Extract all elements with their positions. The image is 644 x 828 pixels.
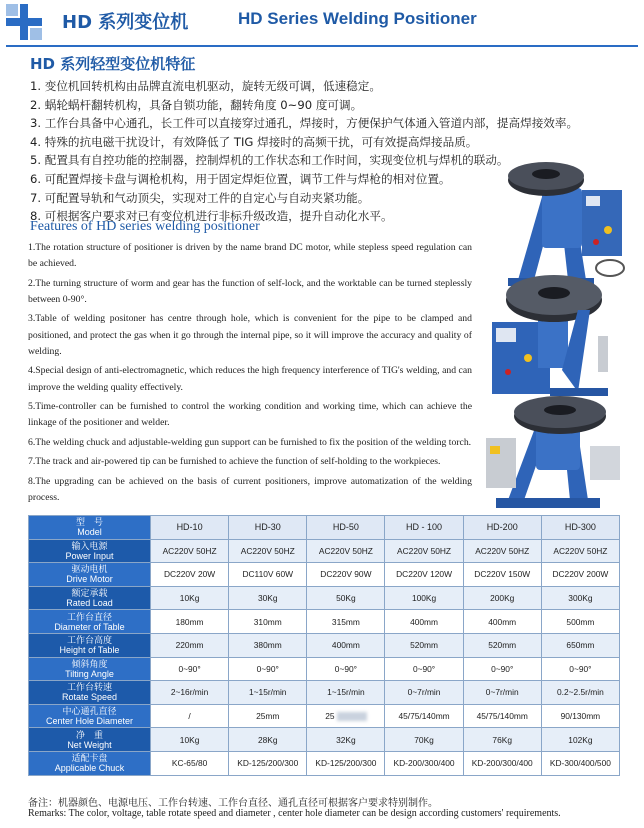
model-cell: HD-300 — [541, 516, 619, 540]
row-label-en: Applicable Chuck — [54, 763, 125, 774]
row-label-cn: 工作台高度 — [66, 635, 112, 646]
spec-cell: 520mm — [463, 633, 541, 657]
spec-cell: 380mm — [229, 633, 307, 657]
spec-cell: 50Kg — [307, 586, 385, 610]
row-label-cn: 输入电源 — [71, 540, 108, 551]
feature-cn-item: 1. 变位机回转机构由品牌直流电机驱动，旋转无级可调，低速稳定。 — [30, 79, 381, 93]
feature-en-item: 1.The rotation structure of positioner is driven by the name brand DC motor, while stepless speed regulation can be achieved. — [28, 242, 472, 270]
spec-cell: 102Kg — [541, 728, 619, 752]
model-cell: HD-10 — [151, 516, 229, 540]
spec-cell: 25mm — [229, 704, 307, 728]
spec-cell: 90/130mm — [541, 704, 619, 728]
row-label — [29, 657, 151, 681]
spec-cell: 1~15r/min — [229, 681, 307, 705]
row-label-en: Height of Table — [59, 645, 120, 656]
spec-cell: 0.2~2.5r/min — [541, 681, 619, 705]
spec-row — [29, 539, 620, 563]
spec-cell: 30Kg — [229, 586, 307, 610]
spec-cell: 300Kg — [541, 586, 619, 610]
row-label-cn: 净 重 — [75, 729, 103, 740]
model-cell: HD-200 — [463, 516, 541, 540]
spec-cell: DC110V 60W — [229, 563, 307, 587]
row-label — [29, 704, 151, 728]
spec-cell: AC220V 50HZ — [229, 539, 307, 563]
spec-cell: DC220V 90W — [307, 563, 385, 587]
spec-cell: KD-200/300/400 — [463, 751, 541, 775]
row-label-en: Rotate Speed — [61, 692, 118, 703]
feature-cn-item: 3. 工作台具备中心通孔，长工件可以直接穿过通孔，焊接时，方便保护气体通入管道内部，提高焊接效率。 — [30, 116, 579, 131]
spec-cell: 180mm — [151, 610, 229, 634]
spec-row — [29, 586, 620, 610]
spec-cell: AC220V 50HZ — [463, 539, 541, 563]
remark-en: Remarks: The color, voltage, table rotate speed and diameter , center hole diameter can be design according customers' requirements. — [28, 808, 561, 819]
spec-cell: / — [151, 704, 229, 728]
product-photos — [478, 150, 638, 515]
model-cell: HD-50 — [307, 516, 385, 540]
row-label-en: Center Hole Diameter — [45, 716, 134, 727]
spec-cell: 400mm — [463, 610, 541, 634]
row-label — [29, 633, 151, 657]
spec-row — [29, 728, 620, 752]
features-cn-title: HD 系列轻型变位机特征 — [30, 55, 196, 73]
spec-cell: 0~90° — [151, 657, 229, 681]
spec-cell: 45/75/140mm — [385, 704, 463, 728]
feature-en-item: 8.The upgrading can be achieved on the basis of current positioners, improve automatization of the welding process. — [28, 475, 472, 503]
feature-en-item: 6.The welding chuck and adjustable-welding gun support can be furnished to fix the position of the welding torch. — [28, 436, 472, 448]
spec-row — [29, 657, 620, 681]
spec-cell: AC220V 50HZ — [541, 539, 619, 563]
spec-cell: 0~90° — [541, 657, 619, 681]
spec-row — [29, 681, 620, 705]
spec-cell: 70Kg — [385, 728, 463, 752]
spec-cell: 310mm — [229, 610, 307, 634]
spec-cell: DC220V 120W — [385, 563, 463, 587]
positioner-photo-2 — [492, 275, 608, 396]
row-label-cn: 额定承载 — [71, 588, 108, 599]
row-label-cn: 工作台直径 — [66, 611, 112, 622]
header-divider — [6, 45, 638, 47]
spec-row — [29, 751, 620, 775]
feature-cn-item: 8. 可根据客户要求对已有变位机进行非标升级改造，提升自动化水平。 — [30, 209, 393, 224]
spec-cell: KD-300/400/500 — [541, 751, 619, 775]
spec-cell: 400mm — [385, 610, 463, 634]
spec-cell: 1~15r/min — [307, 681, 385, 705]
row-label — [29, 516, 151, 540]
row-label-cn: 适配卡盘 — [71, 753, 108, 764]
model-cell: HD - 100 — [385, 516, 463, 540]
spec-cell: 200Kg — [463, 586, 541, 610]
spec-cell: AC220V 50HZ — [307, 539, 385, 563]
spec-cell: DC220V 200W — [541, 563, 619, 587]
spec-cell: 0~90° — [229, 657, 307, 681]
spec-cell: AC220V 50HZ — [385, 539, 463, 563]
spec-cell: 100Kg — [385, 586, 463, 610]
redacted-blur — [337, 712, 367, 721]
row-label-en: Diameter of Table — [54, 621, 125, 632]
positioner-photo-3 — [486, 396, 620, 508]
spec-cell: 10Kg — [151, 586, 229, 610]
row-label-cn: 型 号 — [75, 517, 103, 528]
remark-cn: 备注：机器颜色、电源电压、工作台转速、工作台直径、通孔直径可根据客户要求特别制作。 — [28, 798, 438, 809]
page-title-cn: HD 系列变位机 — [62, 12, 189, 33]
row-label-en: Power Input — [65, 550, 114, 561]
spec-cell: 220mm — [151, 633, 229, 657]
spec-cell: 400mm — [307, 633, 385, 657]
features-en-list — [28, 240, 472, 509]
feature-cn-item: 5. 配置具有自控功能的控制器，控制焊机的工作状态和工作时间，实现变位机与焊机的联动。 — [30, 153, 509, 168]
row-label-en: Model — [77, 527, 102, 538]
spec-cell: 0~7r/min — [463, 681, 541, 705]
row-label-en: Net Weight — [67, 739, 112, 750]
feature-en-item: 2.The turning structure of worm and gear has the function of self-lock, and the worktable can be turned steplessly between 0-90°. — [28, 277, 472, 305]
spec-cell: KD-125/200/300 — [229, 751, 307, 775]
spec-row — [29, 704, 620, 728]
spec-cell: 32Kg — [307, 728, 385, 752]
row-label-en: Drive Motor — [66, 574, 113, 585]
feature-en-item: 7.The track and air-powered tip can be furnished to achieve the function of self-holding to the workpieces. — [28, 456, 441, 468]
spec-cell: 28Kg — [229, 728, 307, 752]
spec-cell-value: 25 — [325, 710, 335, 721]
row-label-cn: 倾斜角度 — [71, 658, 108, 669]
spec-cell: 45/75/140mm — [463, 704, 541, 728]
spec-cell: 0~90° — [307, 657, 385, 681]
spec-cell: DC220V 20W — [151, 563, 229, 587]
spec-cell: 520mm — [385, 633, 463, 657]
row-label-en: Rated Load — [66, 598, 113, 609]
spec-cell: 0~90° — [463, 657, 541, 681]
row-label — [29, 563, 151, 587]
page-title-en: HD Series Welding Positioner — [238, 9, 477, 28]
feature-en-item: 3.Table of welding positoner has centre through hole, which is convenient for the pipe to be clamped and positioned, and protect the gas when it go through the internal pipe, so it will improve the accuracy and quality of welding. — [28, 313, 472, 357]
row-label — [29, 586, 151, 610]
spec-cell: DC220V 150W — [463, 563, 541, 587]
spec-cell: 500mm — [541, 610, 619, 634]
feature-cn-item: 2. 蜗轮蜗杆翻转机构，具备自锁功能，翻转角度 0~90 度可调。 — [30, 97, 363, 112]
spec-cell: 0~7r/min — [385, 681, 463, 705]
row-label — [29, 681, 151, 705]
row-label-cn: 中心通孔直径 — [62, 706, 117, 717]
feature-en-item: 4.Special design of anti-electromagnetic, which reduces the high frequency interference of TIG's welding, and can improve the welding quality effectively. — [28, 365, 472, 393]
positioner-photo-1 — [508, 162, 624, 286]
row-label-en: Tilting Angle — [65, 668, 114, 679]
spec-cell: 0~90° — [385, 657, 463, 681]
spec-cell: 10Kg — [151, 728, 229, 752]
spec-header-row — [29, 516, 620, 540]
spec-table — [28, 515, 620, 776]
features-en-title: Features of HD series welding positioner — [30, 219, 260, 234]
spec-cell: AC220V 50HZ — [151, 539, 229, 563]
spec-cell: 76Kg — [463, 728, 541, 752]
row-label-cn: 驱动电机 — [71, 564, 108, 575]
spec-row — [29, 563, 620, 587]
feature-en-item: 5.Time-controller can be furnished to control the working condition and working time, which can achieve the linkage of the positioner and welder. — [28, 401, 472, 429]
spec-row — [29, 633, 620, 657]
spec-cell — [307, 704, 385, 728]
feature-cn-item: 4. 特殊的抗电磁干扰设计，有效降低了 TIG 焊接时的高频干扰，可有效提高焊接品质。 — [30, 134, 478, 149]
spec-cell: 315mm — [307, 610, 385, 634]
spec-cell: KC-65/80 — [151, 751, 229, 775]
spec-cell: KD-125/200/300 — [307, 751, 385, 775]
row-label — [29, 610, 151, 634]
spec-cell: 650mm — [541, 633, 619, 657]
row-label — [29, 751, 151, 775]
brand-logo — [6, 4, 42, 40]
spec-cell: KD-200/300/400 — [385, 751, 463, 775]
row-label — [29, 539, 151, 563]
model-cell: HD-30 — [229, 516, 307, 540]
spec-row — [29, 610, 620, 634]
spec-cell: 2~16r/min — [151, 681, 229, 705]
row-label-cn: 工作台转速 — [66, 682, 112, 693]
row-label — [29, 728, 151, 752]
feature-cn-item: 6. 可配置焊接卡盘与调枪机构，用于固定焊炬位置，调节工件与焊枪的相对位置。 — [30, 171, 451, 186]
feature-cn-item: 7. 可配置导轨和气动顶尖，实现对工件的自定心与自动夹紧功能。 — [30, 190, 370, 205]
